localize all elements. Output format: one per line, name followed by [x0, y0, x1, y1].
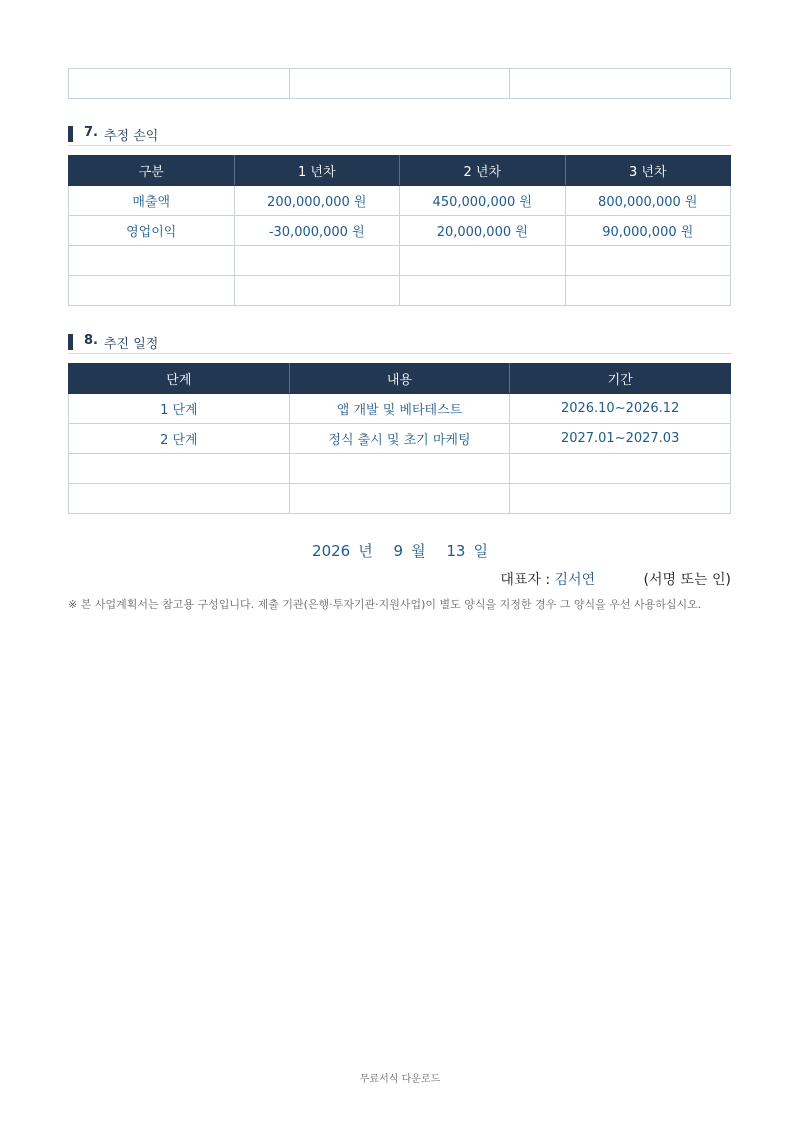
- date-year-unit: 년: [358, 542, 373, 560]
- column-header: 구분: [69, 156, 235, 186]
- section-number: 7.: [84, 125, 98, 140]
- table-cell: 2026.10~2026.12: [510, 394, 731, 424]
- date-month: 9: [393, 542, 404, 560]
- date-day-unit: 일: [473, 542, 488, 560]
- table-cell: 450,000,000 원: [400, 186, 566, 216]
- table-cell: 90,000,000 원: [565, 216, 731, 246]
- table-cell: [565, 246, 731, 276]
- date-year: 2026: [312, 542, 351, 560]
- column-header: 기간: [510, 364, 731, 394]
- representative-line: [500, 569, 731, 589]
- page-footer: 무료서식 다운로드: [359, 1074, 441, 1085]
- section-title: 추진 일정: [104, 337, 159, 352]
- table-header-row: [69, 156, 731, 186]
- table-cell: [510, 484, 731, 514]
- column-header: 1 년차: [234, 156, 400, 186]
- table-cell: 200,000,000 원: [234, 186, 400, 216]
- table-cell: 800,000,000 원: [565, 186, 731, 216]
- table-row: [69, 454, 731, 484]
- section-number: 8.: [84, 333, 98, 348]
- table-row: [69, 276, 731, 306]
- section-marker: [68, 126, 73, 142]
- date-month-unit: 월: [411, 542, 426, 560]
- column-header: 2 년차: [400, 156, 566, 186]
- table-cell: 1 단계: [69, 394, 290, 424]
- representative-label: 대표자 :: [500, 572, 551, 588]
- table-cell: 앱 개발 및 베타테스트: [289, 394, 510, 424]
- table-cell: [69, 484, 290, 514]
- representative-name: 김서연: [554, 572, 596, 588]
- table-header-row: [69, 364, 731, 394]
- table-cell: 2027.01~2027.03: [510, 424, 731, 454]
- table-cell: [234, 276, 400, 306]
- top-empty-table: [68, 68, 731, 99]
- footnote: ※ 본 사업계획서는 참고용 구성입니다. 제출 기관(은행·투자기관·지원사업)이 별도 양식을 지정한 경우 그 양식을 우선 사용하십시오.: [68, 598, 702, 611]
- table-cell: 정식 출시 및 초기 마케팅: [289, 424, 510, 454]
- table-cell: [289, 69, 510, 99]
- section-marker: [68, 334, 73, 350]
- table-row: [69, 394, 731, 424]
- table-cell: [510, 69, 731, 99]
- table-cell: [289, 454, 510, 484]
- table-cell: 매출액: [69, 186, 235, 216]
- column-header: 3 년차: [565, 156, 731, 186]
- section-8-heading: [68, 333, 731, 354]
- signature-placeholder: (서명 또는 인): [643, 572, 731, 588]
- table-cell: [69, 69, 290, 99]
- table-row: [69, 216, 731, 246]
- section-7-heading: [68, 125, 731, 146]
- table-cell: [69, 276, 235, 306]
- document-date: [0, 540, 800, 561]
- table-row: [69, 424, 731, 454]
- table-row: [69, 69, 731, 99]
- table-row: [69, 484, 731, 514]
- column-header: 단계: [69, 364, 290, 394]
- table-cell: 영업이익: [69, 216, 235, 246]
- table-cell: [400, 276, 566, 306]
- table-cell: [289, 484, 510, 514]
- table-cell: [400, 246, 566, 276]
- date-day: 13: [446, 542, 466, 560]
- column-header: 내용: [289, 364, 510, 394]
- table-cell: 20,000,000 원: [400, 216, 566, 246]
- table-cell: [69, 454, 290, 484]
- table-cell: -30,000,000 원: [234, 216, 400, 246]
- projected-profit-table: [68, 155, 731, 306]
- table-cell: [234, 246, 400, 276]
- table-cell: [565, 276, 731, 306]
- table-row: [69, 246, 731, 276]
- section-title: 추정 손익: [104, 129, 159, 144]
- table-row: [69, 186, 731, 216]
- table-cell: [510, 454, 731, 484]
- table-cell: [69, 246, 235, 276]
- schedule-table: [68, 363, 731, 514]
- table-cell: 2 단계: [69, 424, 290, 454]
